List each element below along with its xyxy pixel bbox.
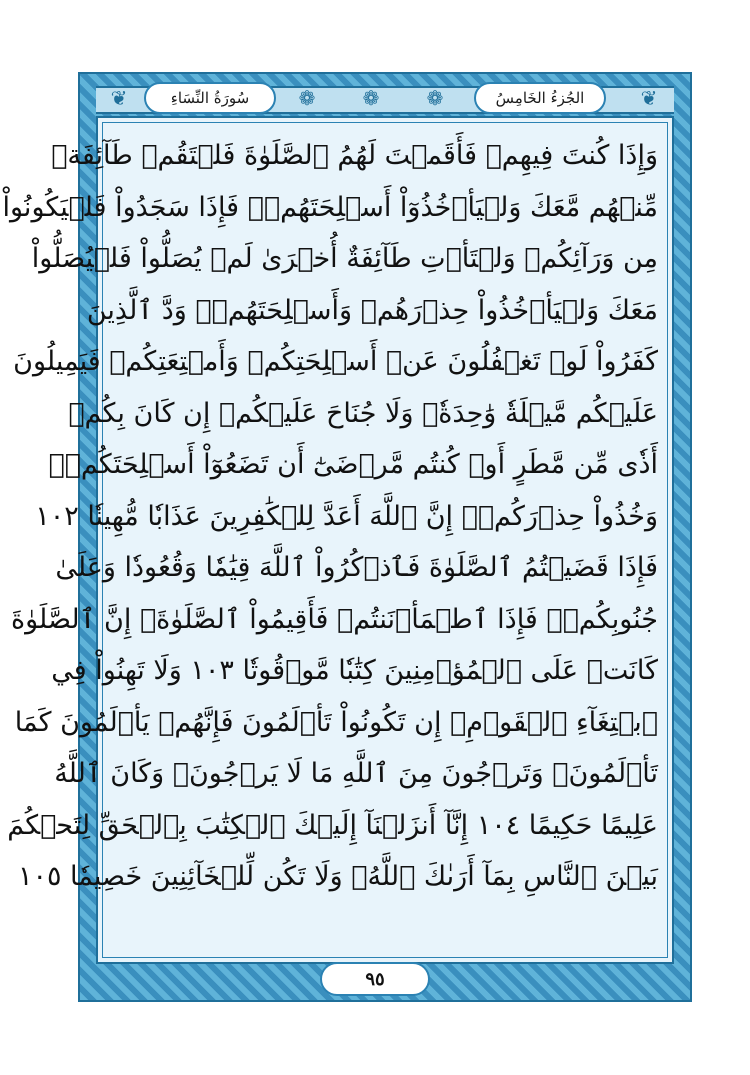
verse-line: مِّنۡهُم مَّعَكَ وَلۡيَأۡخُذُوٓاْ أَسۡلِحَتَهُمۡۖ فَإِذَا سَجَدُواْ فَلۡيَكُونُواْ <box>2 191 658 223</box>
verse-line: عَلَيۡكُم مَّيۡلَةٗ وَٰحِدَةٗۚ وَلَا جُنَاحَ عَلَيۡكُمۡ إِن كَانَ بِكُمۡ <box>68 397 658 429</box>
verse-line: وَخُذُواْ حِذۡرَكُمۡۗ إِنَّ ٱللَّهَ أَعَدَّ لِلۡكَٰفِرِينَ عَذَابٗا مُّهِينٗا ١٠٢ <box>35 500 658 532</box>
verse-line: كَفَرُواْ لَوۡ تَغۡفُلُونَ عَنۡ أَسۡلِحَتِكُمۡ وَأَمۡتِعَتِكُمۡ فَيَمِيلُونَ <box>13 346 658 377</box>
verse-line: بَيۡنَ ٱلنَّاسِ بِمَآ أَرَىٰكَ ٱللَّهُۚ وَلَا تَكُن لِّلۡخَآئِنِينَ خَصِيمٗا ١٠٥ <box>17 861 658 892</box>
verse-text-area <box>2 130 658 954</box>
page-number: ٩٥ <box>320 962 430 996</box>
surah-label: سُورَةُ النِّسَاءِ <box>144 82 276 114</box>
juz-label: الجُزءُ الخَامِسُ <box>474 82 606 114</box>
verse-line: أَذٗى مِّن مَّطَرٍ أَوۡ كُنتُم مَّرۡضَىٰٓ أَن تَضَعُوٓاْ أَسۡلِحَتَكُمۡۖ <box>48 449 658 480</box>
verse-line: فَإِذَا قَضَيۡتُمُ ٱلصَّلَوٰةَ فَٱذۡكُرُواْ ٱللَّهَ قِيَٰمٗا وَقُعُودٗا وَعَلَىٰ <box>55 552 658 583</box>
verse-line: ٱبۡتِغَآءِ ٱلۡقَوۡمِۖ إِن تَكُونُواْ تَأۡلَمُونَ فَإِنَّهُمۡ يَأۡلَمُونَ كَمَا <box>14 706 658 738</box>
verse-line: جُنُوبِكُمۡۚ فَإِذَا ٱطۡمَأۡنَنتُمۡ فَأَقِيمُواْ ٱلصَّلَوٰةَۚ إِنَّ ٱلصَّلَوٰةَ <box>10 603 658 635</box>
floral-ornament-icon: ❦ <box>640 86 658 110</box>
verse-line: مِن وَرَآئِكُمۡ وَلۡتَأۡتِ طَآئِفَةٌ أُخۡرَىٰ لَمۡ يُصَلُّواْ فَلۡيُصَلُّواْ <box>31 243 658 274</box>
verse-line: تَأۡلَمُونَۖ وَتَرۡجُونَ مِنَ ٱللَّهِ مَا لَا يَرۡجُونَۗ وَكَانَ ٱللَّهُ <box>54 758 658 789</box>
floral-ornament-icon: ❁ <box>426 86 444 110</box>
verse-line: وَإِذَا كُنتَ فِيهِمۡ فَأَقَمۡتَ لَهُمُ ٱلصَّلَوٰةَ فَلۡتَقُمۡ طَآئِفَةٞ <box>51 140 658 171</box>
verse-line: عَلِيمًا حَكِيمًا ١٠٤ إِنَّآ أَنزَلۡنَآ إِلَيۡكَ ٱلۡكِتَٰبَ بِٱلۡحَقِّ لِتَحۡكُمَ <box>7 809 658 841</box>
verse-line: مَعَكَ وَلۡيَأۡخُذُواْ حِذۡرَهُمۡ وَأَسۡلِحَتَهُمۡۗ وَدَّ ٱلَّذِينَ <box>86 294 658 326</box>
floral-ornament-icon: ❁ <box>362 86 380 110</box>
floral-ornament-icon: ❁ <box>298 86 316 110</box>
verse-line: كَانَتۡ عَلَى ٱلۡمُؤۡمِنِينَ كِتَٰبٗا مَّوۡقُوتٗا ١٠٣ وَلَا تَهِنُواْ فِي <box>51 655 658 686</box>
floral-ornament-icon: ❦ <box>110 86 128 110</box>
